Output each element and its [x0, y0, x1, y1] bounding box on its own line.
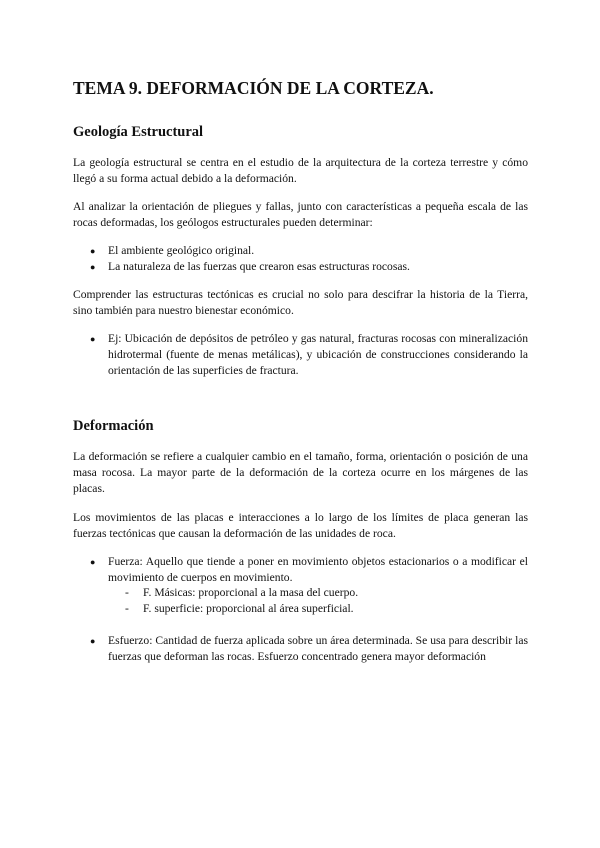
- bullet-icon: ●: [90, 246, 96, 256]
- dash-icon: -: [125, 586, 129, 599]
- paragraph: La geología estructural se centra en el estudio de la arquitectura de la corteza terrestre y cómo llegó a su forma actual debido a la deformación.: [73, 156, 528, 185]
- list-item-text: Esfuerzo: Cantidad de fuerza aplicada sobre un área determinada. Se usa para describir las fuerzas que deforman las rocas. Esfuerzo concentrado genera mayor deformación: [108, 634, 528, 663]
- bullet-icon: ●: [90, 262, 96, 272]
- list-item: [90, 554, 528, 586]
- list-item: [90, 259, 528, 275]
- bullet-icon: ●: [90, 557, 96, 567]
- page-title: TEMA 9. DEFORMACIÓN DE LA CORTEZA.: [73, 78, 434, 98]
- sub-list-item: [125, 585, 525, 601]
- sub-list-item: [125, 601, 525, 617]
- list-item: [90, 331, 528, 379]
- bullet-icon: ●: [90, 636, 96, 646]
- list-item-text: La naturaleza de las fuerzas que crearon esas estructuras rocosas.: [108, 260, 410, 273]
- sub-list-item-text: F. Másicas: proporcional a la masa del cuerpo.: [143, 586, 359, 599]
- list-item: [90, 633, 528, 665]
- section-heading-deformacion: Deformación: [73, 418, 154, 434]
- bullet-icon: ●: [90, 334, 96, 344]
- dash-icon: -: [125, 602, 129, 615]
- sub-list-item-text: F. superficie: proporcional al área superficial.: [143, 602, 354, 615]
- paragraph: Los movimientos de las placas e interacciones a lo largo de los límites de placa generan las fuerzas tectónicas que causan la deformación de las unidades de roca.: [73, 511, 528, 540]
- list-item-text: Fuerza: Aquello que tiende a poner en movimiento objetos estacionarios o a modificar el movimiento de cuerpos en movimiento.: [108, 555, 528, 584]
- paragraph: La deformación se refiere a cualquier cambio en el tamaño, forma, orientación o posición de una masa rocosa. La mayor parte de la deformación de la corteza ocurre en los márgenes de las placas.: [73, 450, 528, 495]
- list-item-text: Ej: Ubicación de depósitos de petróleo y gas natural, fracturas rocosas con mineralización hidrotermal (fuente de menas metálicas), y ubicación de construcciones considerando la orientación de las superficies de fractura.: [108, 332, 528, 377]
- paragraph: Comprender las estructuras tectónicas es crucial no solo para descifrar la historia de la Tierra, sino también para nuestro bienestar económico.: [73, 288, 528, 317]
- paragraph: Al analizar la orientación de pliegues y fallas, junto con características a pequeña escala de las rocas deformadas, los geólogos estructurales pueden determinar:: [73, 200, 528, 229]
- list-item-text: El ambiente geológico original.: [108, 244, 255, 257]
- list-item: [90, 243, 528, 259]
- section-heading-geologia: Geología Estructural: [73, 124, 204, 140]
